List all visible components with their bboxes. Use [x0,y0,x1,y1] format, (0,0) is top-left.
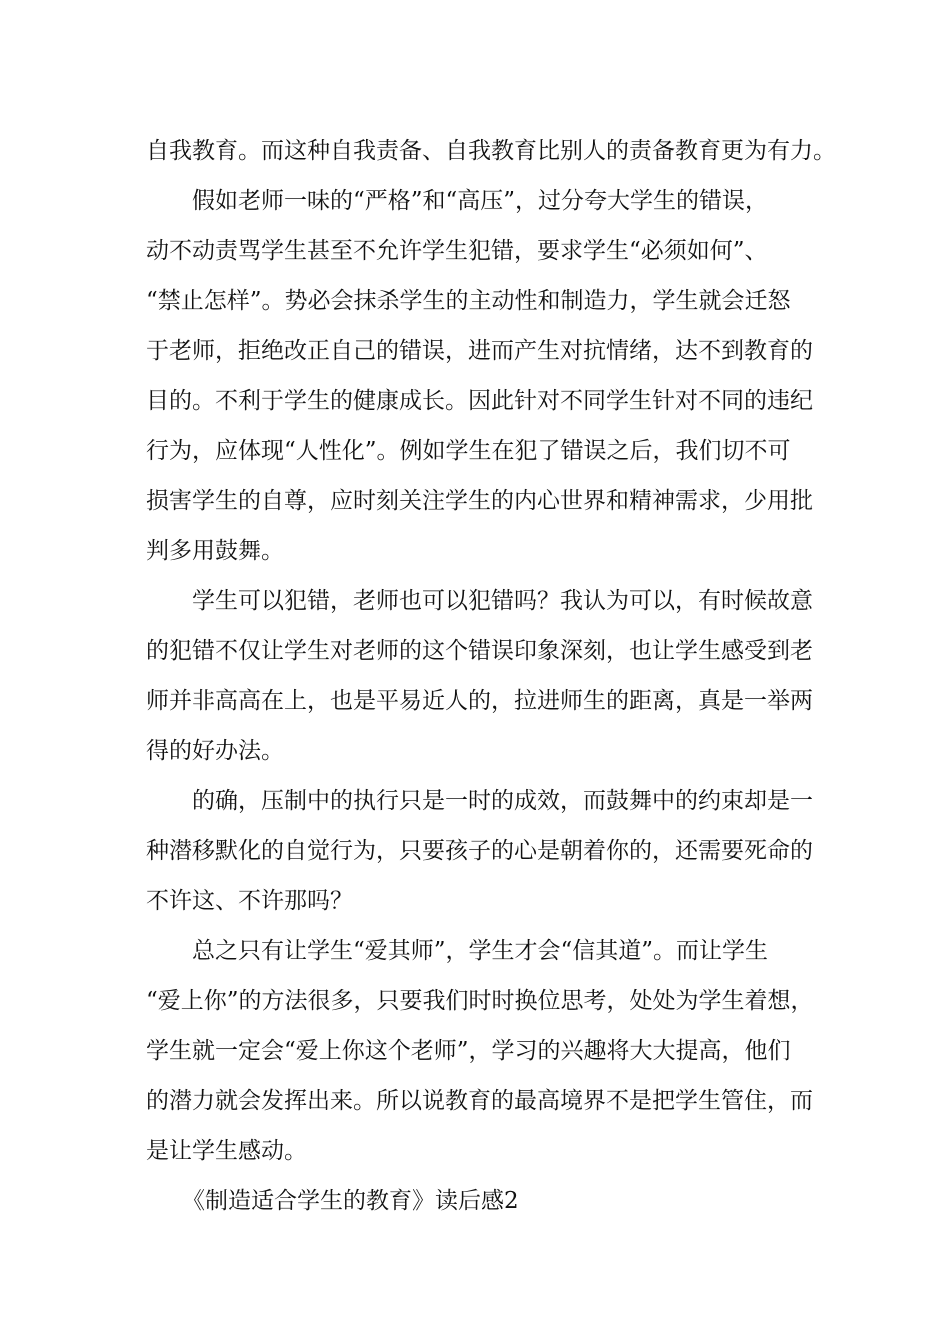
text-line: 师并非高高在上，也是平易近人的，拉进师生的距离，真是一举两 [146,688,813,714]
text-line: 是让学生感动。 [146,1138,307,1164]
text-line: 于老师，拒绝改正自己的错误，进而产生对抗情绪，达不到教育的 [146,338,813,364]
text-line: 不许这、不许那吗？ [146,888,353,914]
paragraph-first-line: 学生可以犯错，老师也可以犯错吗？我认为可以，有时候故意 [192,588,813,614]
text-line: 目的。不利于学生的健康成长。因此针对不同学生针对不同的违纪 [146,388,813,414]
text-line: 得的好办法。 [146,738,284,764]
text-line: 动不动责骂学生甚至不允许学生犯错，要求学生“必须如何”、 [146,238,768,264]
text-line: 的犯错不仅让学生对老师的这个错误印象深刻，也让学生感受到老 [146,638,813,664]
text-line: 判多用鼓舞。 [146,538,284,564]
text-line: “禁止怎样”。势必会抹杀学生的主动性和制造力，学生就会迁怒 [146,288,791,314]
text-line: 的潜力就会发挥出来。所以说教育的最高境界不是把学生管住，而 [146,1088,813,1114]
text-line: 学生就一定会“爱上你这个老师”，学习的兴趣将大大提高，他们 [146,1038,791,1064]
section-heading: 《制造适合学生的教育》读后感2 [182,1188,519,1214]
paragraph-first-line: 总之只有让学生“爱其师”，学生才会“信其道”。而让学生 [192,938,769,964]
text-line: 种潜移默化的自觉行为，只要孩子的心是朝着你的，还需要死命的 [146,838,813,864]
text-line: 行为，应体现“人性化”。例如学生在犯了错误之后，我们切不可 [146,438,791,464]
paragraph-first-line: 假如老师一味的“严格”和“高压”，过分夸大学生的错误， [192,188,769,214]
text-line: 损害学生的自尊，应时刻关注学生的内心世界和精神需求，少用批 [146,488,813,514]
text-line: “爱上你”的方法很多，只要我们时时换位思考，处处为学生着想， [146,988,814,1014]
paragraph-first-line: 的确，压制中的执行只是一时的成效，而鼓舞中的约束却是一 [192,788,813,814]
text-line: 自我教育。而这种自我责备、自我教育比别人的责备教育更为有力。 [146,138,836,164]
